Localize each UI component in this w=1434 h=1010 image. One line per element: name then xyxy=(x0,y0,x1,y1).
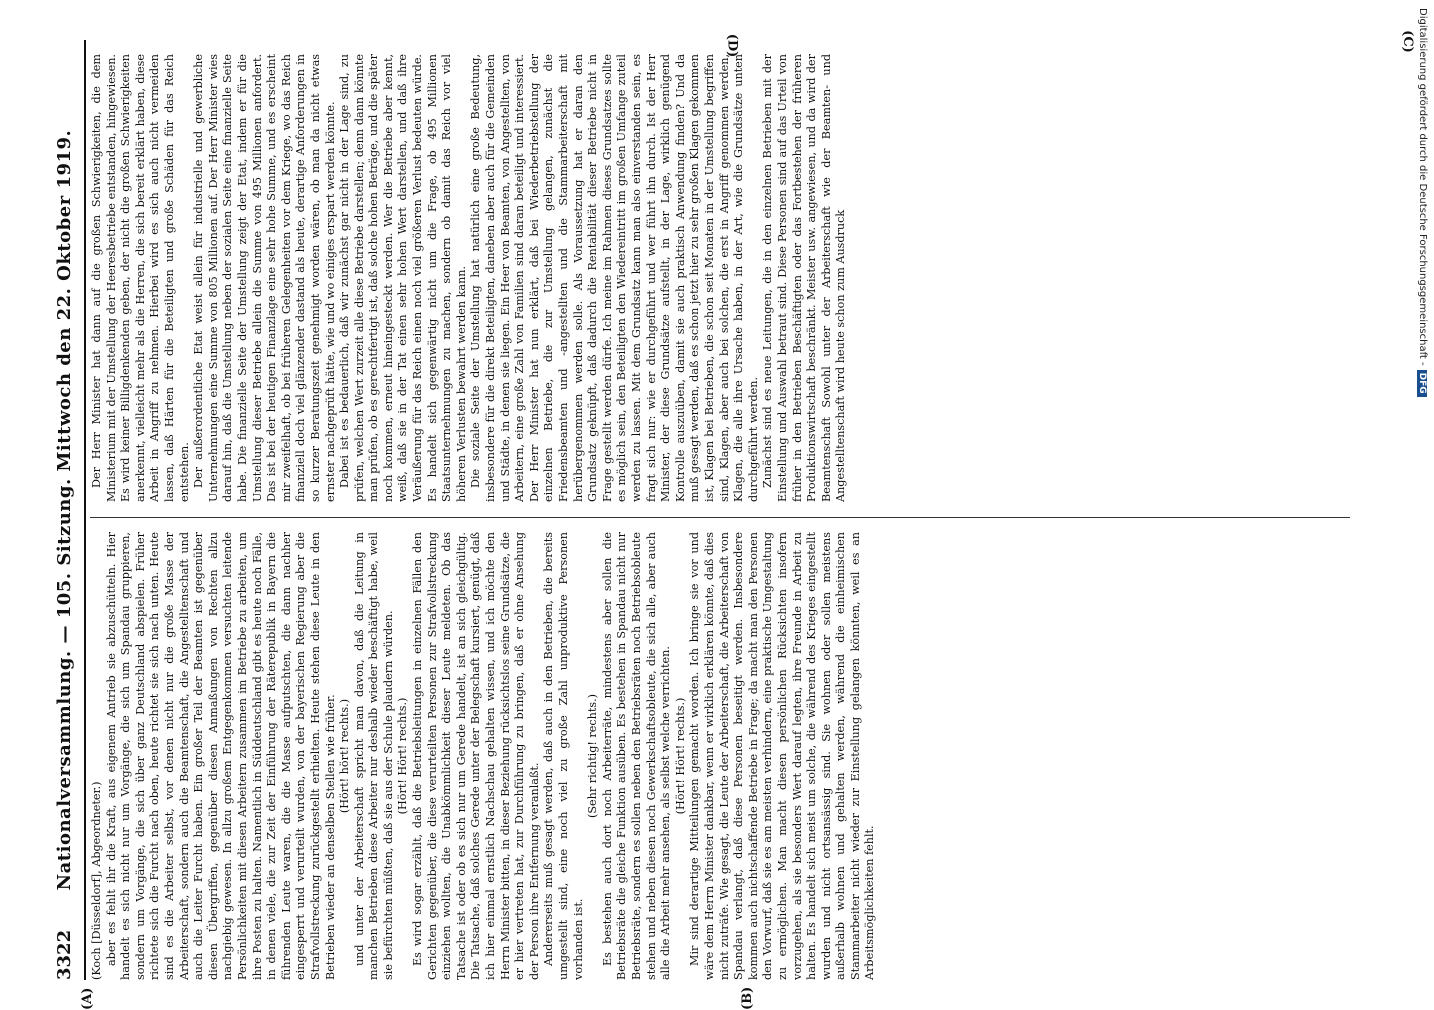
paragraph: Der außerordentliche Etat weist allein für industrielle und gewerbliche Unternehmungen eine Summe von 805 Millionen auf. Der Herr Minister wies darauf hin, daß die Umstellung neben der sozialen Seite eine finanzielle Seite habe. Die finanzielle Seite der Umstellung zeigt der Etat, indem er für die Umstellung dieser Betriebe allein die Summe von 495 Millionen anfordert. Das ist bei der heutigen Finanzlage eine sehr hohe Summe, und es erscheint mir zweifelhaft, ob bei früheren Gelegenheiten vor dem Kriege, wo das Reich finanziell doch viel glänzender dastand als heute, derartige Anforderungen in so kurzer Beratungszeit genehmigt worden wären, ob man da nicht etwas ernster nachgeprüft hätte, wie und wo einiges erspart werden könnte. xyxy=(192,54,337,502)
paragraph: Zunächst sind es neue Leitungen, die in den einzelnen Betrieben mit der Einstellung und Auswahl betraut sind. Diese Personen sind auf das Urteil von früher in den Betrieben Beschäftigten oder das Fortbestehen der früheren Produktionswirtschaft beschränkt. Meister usw. angewiesen, und da wird der Beamtenschaft Sowohl unter der Arbeiterschaft wie der Beamten- und Angestelltenschaft wird heute schon zum Ausdruck xyxy=(761,54,848,502)
interjection: (Hört! Hört! rechts.) xyxy=(673,697,687,815)
interjection: (Sehr richtig! rechts.) xyxy=(586,693,600,819)
left-column xyxy=(90,532,1350,980)
column-divider xyxy=(90,517,1350,518)
speaker-label: (Koch [Düsseldorf], Abgeordneter.) xyxy=(90,781,103,980)
digitization-credit xyxy=(1412,8,1432,628)
interjection: (Hört! hört! rechts.) xyxy=(338,698,352,814)
right-column xyxy=(90,54,1350,502)
paragraph: aber es fehlt ihr die Kraft, aus eigenem Antrieb sie abzuschütteln. Hier handelt es sich nicht nur um Vorgänge, die sich um Spandau gruppieren, sondern um Vorgänge, die sich über ganz Deutschland abspielen. Früher richtete sich die Furcht nach oben, heute richtet sie sich nach unten. Heute sind es die Arbeiter selbst, vor denen nicht nur die große Masse der Arbeiterschaft, sondern auch die Beamtenschaft, die Angestelltenschaft und auch die Leiter Furcht haben. Ein großer Teil der Beamten ist gegenüber diesen Übergriffen, gegenüber diesen Anmaßungen von Rechten allzu nachgiebig gewesen. In allzu großem Entgegenkommen versuchten leitende Persönlichkeiten mit diesen Arbeitern zusammen im Betriebe zu arbeiten, um ihre Posten zu halten. Namentlich in Süddeutschland gibt es heute noch Fälle, in denen viele, die zur Zeit der Einführung der Räterepublik in Bayern die führenden Leute waren, die die Masse aufputschten, die dann nachher eingesperrt und verurteilt wurden, von der bayerischen Regierung aber die Strafvollstreckung zurückgestellt erhielten. Heute stehen diese Leute in den Betrieben wieder an denselben Stellen wie früher. xyxy=(104,532,337,980)
margin-marker-a: (A) xyxy=(80,987,95,1010)
margin-marker-b: (B) xyxy=(740,986,755,1010)
paragraph: Die soziale Seite der Umstellung hat natürlich eine große Bedeutung, insbesondere für die direkt Beteiligten, daneben aber auch für die Gemeinden und Städte, in denen sie liegen. Ein Heer von Beamten, von Angestellten, von Arbeitern, eine große Zahl von Familien sind daran beteiligt und interessiert. Der Herr Minister hat nun erklärt, daß bei Wiederbetriebstellung der einzelnen Betriebe, die zur Umstellung gelangen, zunächst die Friedensbeamten und -angestellten und die Stammarbeiterschaft mit herübergenommen werden solle. Als Voraussetzung hat er daran den Grundsatz geknüpft, daß dadurch die Rentabilität dieser Betriebe nicht in Frage gestellt werden dürfe. Ich meine im Rahmen dieses Grundsatzes sollte es möglich sein, den Beteiligten den Wiedereintritt im großen Umfange zuteil werden zu lassen. Mit dem Grundsatz kann man also einverstanden sein, es fragt sich nur: wie er durchgeführt und wer führt ihn durch. Ist der Herr Minister, der diese Grundsätze aufstellt, in der Lage, wirklich genügend Kontrolle auszuüben, damit sie auch praktisch Anwendung finden? Und da muß gesagt werden, daß es schon jetzt hier zu sehr großen Klagen gekommen ist, Klagen bei Betrieben, die schon seit Monaten in der Umstellung begriffen sind, Klagen, aber auch bei solchen, die erst in Angriff genommen werden, Klagen, die alle ihre Ursache haben, in der Art, wie die Grundsätze unten durchgeführt werden. xyxy=(469,54,760,502)
paragraph: Andererseits muß gesagt werden, daß auch in den Betrieben, die bereits umgestellt sind, eine noch viel zu große Zahl unproduktive Personen vorhanden ist. xyxy=(542,532,585,980)
paragraph: und unter der Arbeiterschaft spricht man davon, daß die Leitung in manchen Betrieben diese Arbeiter nur deshalb wieder beschäftigt habe, weil sie befürchten müßten, daß sie aus der Schule plaudern würden. xyxy=(352,532,395,980)
dfg-logo: DFG xyxy=(1417,370,1427,397)
rotated-newspaper-page xyxy=(50,40,1350,1010)
paragraph: Der Herr Minister hat dann auf die großen Schwierigkeiten, die dem Ministerium mit der Umstellung der Heeresbetriebe entstanden, hingewiesen. Es wird keiner Billigdenkenden geben, der nicht die großen Schwierigkeiten anerkennt, vielleicht mehr als die Herren, die sich bereit erklärt haben, diese Arbeit in Angriff zu nehmen. Hierbei wird es sich auch nicht vermeiden lassen, daß Härten für die Beteiligten und große Schäden für das Reich entstehen. xyxy=(90,54,191,502)
paragraph: Mir sind derartige Mitteilungen gemacht worden. Ich bringe sie vor und wäre dem Herrn Minister dankbar, wenn er wirklich erklären könnte, daß dies nicht zuträfe. Wie gesagt, die Leute der Arbeiterschaft, die Arbeiterschaft von Spandau verlangt, daß diese Personen beseitigt werden. Insbesondere kommen auch nichtschaffende Betriebe in Frage; da macht man den Personen den Vorwurf, daß sie es am meisten verhindern, eine praktische Umgestaltung zu ermöglichen. Man macht diesen persönlichen Rücksichten insofern vorzugehen, als sie besonders Wert darauf legten, ihre Freunde in Arbeit zu halten. Es handelt sich meist um solche, die während des Krieges eingestellt wurden und nicht ortsansässig sind. Sie wohnen oder sollen meistens außerhalb wohnen und gehalten werden, während die einheimischen Stammarbeiter nicht wieder zur Einstellung gelangen könnten, weil es an Arbeitsmöglichkeiten fehlt. xyxy=(688,532,877,980)
page-title: Nationalversammlung. — 105. Sitzung. Mittwoch den 22. Oktober 1919. xyxy=(54,129,75,891)
paragraph: Es bestehen auch dort noch Arbeiterräte, mindestens aber sollen die Betriebsräte die gleiche Funktion ausüben. Es bestehen in Spandau nicht nur Betriebsräte, sondern es sollen neben den Betriebsräten noch Betriebsobleute stehen und neben diesen noch Gewerkschaftsobleute, die sich alle, aber auch alle die Arbeit mehr ansehen, als selbst welche verrichten. xyxy=(600,532,673,980)
page-header xyxy=(50,40,86,980)
interjection: (Hört! Hört! rechts.) xyxy=(396,697,410,815)
credit-text: Digitalisierung gefördert durch die Deutsche Forschungsgemeinschaft - xyxy=(1417,8,1428,366)
paragraph: Dabei ist es bedauerlich, daß wir zunächst gar nicht in der Lage sind, zu prüfen, welchen Wert zurzeit alle diese Betriebe darstellen; denn dann könnte man prüfen, ob es gerechtfertigt ist, daß solche hohen Beträge, und die später noch kommen, erneut hineingesteckt werden. Wer die Betriebe aber kennt, weiß, daß sie in der Tat einen sehr hohen Wert darstellen, und daß ihre Veräußerung für das Reich einen noch viel größeren Verlust bedeuten würde. Es handelt sich gegenwärtig nicht um die Frage, ob 495 Millionen Staatsunternehmungen zu machen, sondern ob damit das Reich vor viel höheren Verlusten bewahrt werden kann. xyxy=(338,54,468,502)
page-number: 3322 xyxy=(54,929,75,980)
paragraph: Es wird sogar erzählt, daß die Betriebsleitungen in einzelnen Fällen den Gerichten gegenüber, die diese verurteilten Personen zur Strafvollstreckung einziehen wollten, die Unabkömmlichkeit dieser Leute meldeten. Ob das Tatsache ist oder ob es sich nur um Gerede handelt, ist an sich gleichgültig. Die Tatsache, daß solches Gerede unter der Belegschaft kursiert, genügt, daß ich hier einmal ernstlich Nachschau gehalten wissen, und ich möchte den Herrn Minister bitten, in dieser Beziehung rücksichtslos seine Grundsätze, die er hier vertreten hat, zur Durchführung zu bringen, daß er ohne Ansehung der Person ihre Entfernung veranlaßt. xyxy=(411,532,541,980)
margin-marker-c: (C) xyxy=(1399,30,1415,53)
margin-marker-d: (D) xyxy=(724,33,740,58)
